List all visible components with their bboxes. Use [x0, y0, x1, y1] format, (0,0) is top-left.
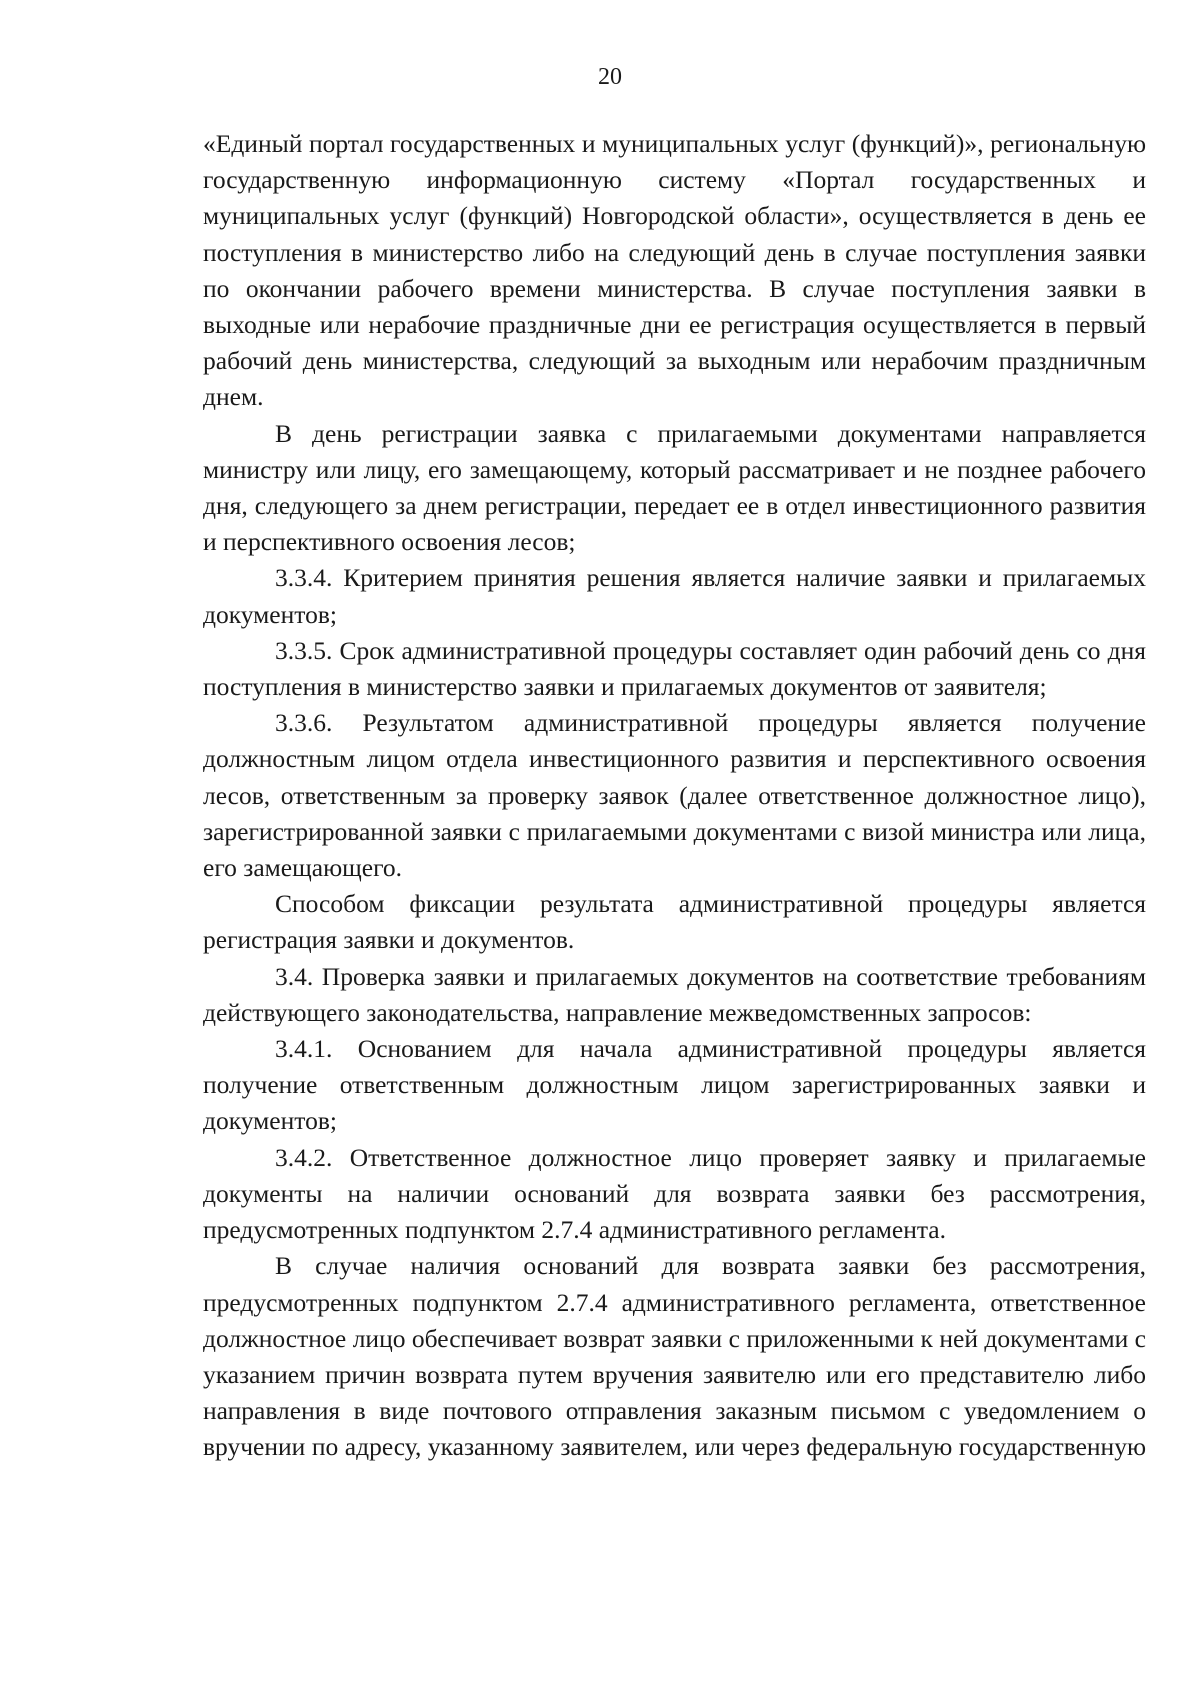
paragraph-registration-day: В день регистрации заявка с прилагаемыми документами направляется министру или лицу, его замещающему, который рассматривает и не позднее рабочего дня, следующего за днем регистрации, передает ее в отдел инвестиционного развития и перспективного освоения лесов;	[203, 418, 1146, 557]
paragraph-3-4-1: 3.4.1. Основанием для начала административной процедуры является получение ответственным должностным лицом зарегистрированных заявки и документов;	[203, 1034, 1146, 1136]
paragraph-3-3-5: 3.3.5. Срок административной процедуры составляет один рабочий день со дня поступления в министерство заявки и прилагаемых документов от заявителя;	[203, 635, 1146, 702]
paragraph-3-4-2: 3.4.2. Ответственное должностное лицо проверяет заявку и прилагаемые документы на наличии оснований для возврата заявки без рассмотрения, предусмотренных подпунктом 2.7.4 административного регламента.	[203, 1142, 1146, 1245]
document-body	[203, 126, 1146, 1466]
paragraph-3-3-4: 3.3.4. Критерием принятия решения является наличие заявки и прилагаемых документов;	[203, 563, 1146, 629]
paragraph-continuation: «Единый портал государственных и муниципальных услуг (функций)», региональную государственную информационную систему «Портал государственных и муниципальных услуг (функций) Новгородской области», осуществляется в день ее поступления в министерство либо на следующий день в случае поступления заявки по окончании рабочего времени министерства. В случае поступления заявки в выходные или нерабочие праздничные дни ее регистрация осуществляется в первый рабочий день министерства, следующий за выходным или нерабочим праздничным днем.	[203, 129, 1146, 412]
paragraph-3-4: 3.4. Проверка заявки и прилагаемых документов на соответствие требованиям действующего законодательства, направление межведомственных запросов:	[203, 961, 1146, 1027]
paragraph-return-grounds: В случае наличия оснований для возврата заявки без рассмотрения, предусмотренных подпунктом 2.7.4 административного регламента, ответственное должностное лицо обеспечивает возврат заявки с приложенными к ней документами с указанием причин возврата путем вручения заявителю или его представителю либо направления в виде почтового отправления заказным письмом с уведомлением о вручении по адресу, указанному заявителем, или через федеральную государственную	[203, 1251, 1146, 1462]
page-number: 20	[598, 64, 622, 90]
paragraph-3-3-6: 3.3.6. Результатом административной процедуры является получение должностным лицом отдела инвестиционного развития и перспективного освоения лесов, ответственным за проверку заявок (далее ответственное должностное лицо), зарегистрированной заявки с прилагаемыми документами с визой министра или лица, его замещающего.	[203, 708, 1146, 883]
paragraph-fixation-method: Способом фиксации результата административной процедуры является регистрация заявки и документов.	[203, 889, 1146, 955]
